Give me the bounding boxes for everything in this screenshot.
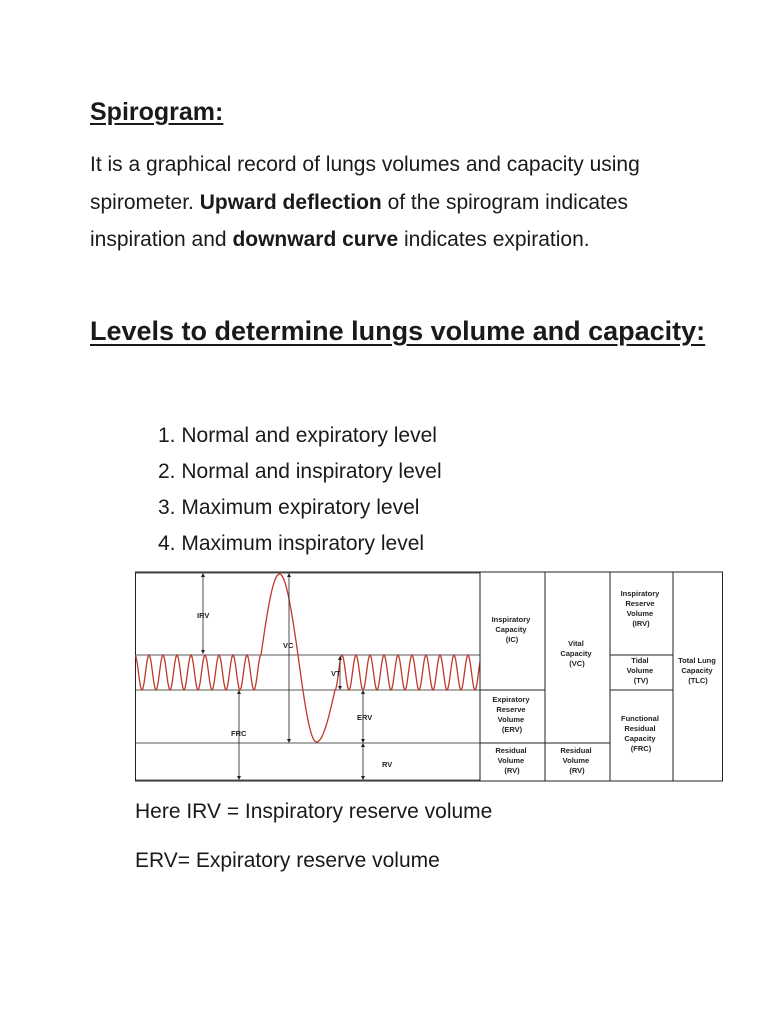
col2-rv: Residual Volume (RV)	[560, 746, 592, 775]
list-item: 1. Normal and expiratory level	[158, 424, 437, 447]
col3-tv: Tidal Volume (TV)	[626, 656, 654, 685]
intro-bold-1: Upward deflection	[199, 190, 382, 214]
intro-paragraph	[90, 146, 690, 259]
levels-list	[158, 418, 442, 562]
spirogram-diagram	[135, 570, 724, 783]
col1-rv: Residual Volume (RV)	[495, 746, 527, 775]
col1-erv: Expiratory Reserve Volume (ERV)	[492, 695, 530, 734]
label-erv: ERV	[357, 713, 373, 722]
label-rv: RV	[382, 760, 393, 769]
note-irv: Here IRV = Inspiratory reserve volume	[135, 800, 493, 823]
label-vc: VC	[283, 641, 294, 650]
note-erv: ERV= Expiratory reserve volume	[135, 849, 440, 872]
col3-frc: Functional Residual Capacity (FRC)	[620, 714, 659, 753]
label-irv: IRV	[197, 611, 210, 620]
intro-text-1: It is a graphical record of lungs volumes and capacity using spirometer.	[90, 153, 640, 214]
intro-bold-2: downward curve	[232, 228, 399, 251]
col1-ic: Inspiratory Capacity (IC)	[491, 615, 531, 644]
list-item: 3. Maximum expiratory level	[158, 496, 420, 519]
levels-heading: Levels to determine lungs volume and capacity:	[90, 316, 706, 346]
intro-text-2: of the spirogram indicates inspiration and	[90, 190, 629, 251]
col4-tlc: Total Lung Capacity (TLC)	[678, 656, 716, 685]
list-item: 4. Maximum inspiratory level	[158, 532, 425, 555]
label-vt: VT	[331, 669, 341, 678]
list-item: 2. Normal and inspiratory level	[158, 460, 442, 483]
intro-text-3: indicates expiration.	[398, 228, 590, 251]
page-title: Spirogram:	[90, 98, 224, 126]
col3-irv: Inspiratory Reserve Volume (IRV)	[620, 589, 660, 628]
col2-vc: Vital Capacity (VC)	[560, 639, 592, 668]
label-frc: FRC	[231, 729, 247, 738]
